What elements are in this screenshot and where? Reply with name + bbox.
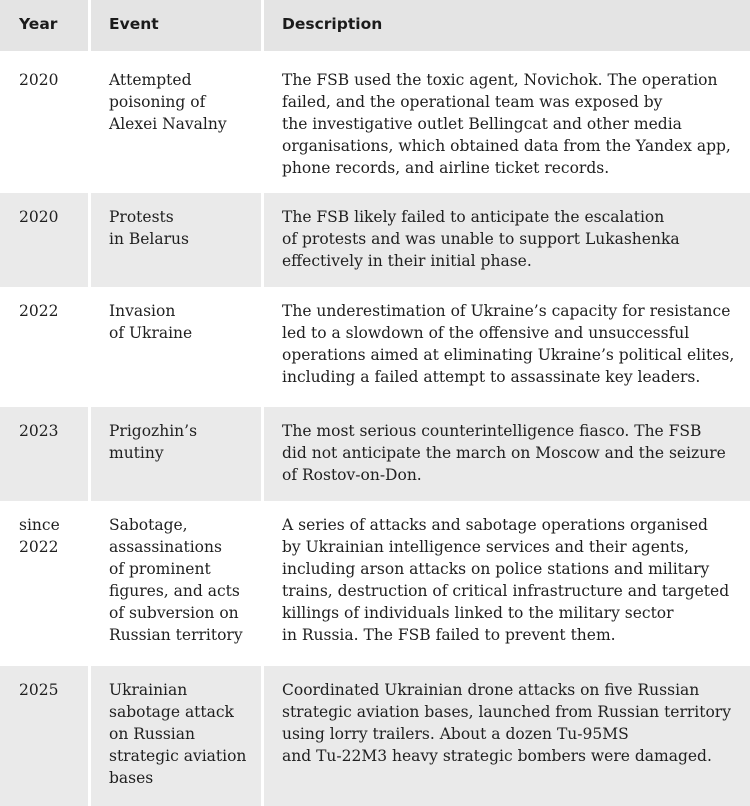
- description-text: trains, destruction of critical infrastructure and targeted: [282, 582, 730, 600]
- year-cell: [0, 501, 91, 666]
- description-text: in Russia. The FSB failed to prevent them.: [282, 626, 616, 644]
- year-text: 2023: [19, 422, 59, 440]
- table-header-row: [0, 0, 750, 51]
- year-text: 2022: [19, 302, 59, 320]
- year-cell: [0, 666, 91, 806]
- description-text: strategic aviation bases, launched from Russian territory: [282, 703, 731, 721]
- event-cell: [91, 407, 264, 501]
- description-text: did not anticipate the march on Moscow and the seizure: [282, 444, 726, 462]
- description-cell: [264, 193, 750, 287]
- year-text: 2022: [19, 538, 59, 556]
- description-text: The underestimation of Ukraine’s capacity for resistance: [282, 302, 731, 320]
- year-cell: [0, 287, 91, 407]
- event-text: of subversion on: [109, 604, 239, 622]
- event-text: Alexei Navalny: [109, 115, 227, 133]
- description-text: using lorry trailers. About a dozen Tu-95MS: [282, 725, 629, 743]
- table-row: [0, 666, 750, 806]
- description-text: effectively in their initial phase.: [282, 252, 532, 270]
- description-text: operations aimed at eliminating Ukraine’s political elites,: [282, 346, 735, 364]
- description-text: failed, and the operational team was exposed by: [282, 93, 663, 111]
- description-text: The FSB likely failed to anticipate the escalation: [282, 208, 665, 226]
- description-text: by Ukrainian intelligence services and their agents,: [282, 538, 689, 556]
- description-cell: [264, 287, 750, 407]
- event-text: on Russian: [109, 725, 195, 743]
- description-text: led to a slowdown of the offensive and unsuccessful: [282, 324, 690, 342]
- year-text: 2025: [19, 681, 59, 699]
- event-text: strategic aviation: [109, 747, 247, 765]
- description-text: of Rostov-on-Don.: [282, 466, 422, 484]
- event-text: bases: [109, 769, 154, 787]
- event-text: Sabotage,: [109, 516, 188, 534]
- event-text: Ukrainian: [109, 681, 188, 699]
- description-cell: [264, 407, 750, 501]
- description-cell: [264, 501, 750, 666]
- event-text: Invasion: [109, 302, 176, 320]
- description-cell: [264, 666, 750, 806]
- header-event: Event: [91, 0, 264, 51]
- event-cell: [91, 56, 264, 193]
- table-row: [0, 501, 750, 666]
- event-cell: [91, 501, 264, 666]
- year-text: 2020: [19, 208, 59, 226]
- description-text: The FSB used the toxic agent, Novichok. The operation: [282, 71, 718, 89]
- year-text: 2020: [19, 71, 59, 89]
- event-text: Attempted: [109, 71, 192, 89]
- description-text: Coordinated Ukrainian drone attacks on five Russian: [282, 681, 700, 699]
- event-cell: [91, 193, 264, 287]
- header-description: Description: [282, 15, 383, 33]
- description-text: the investigative outlet Bellingcat and other media: [282, 115, 682, 133]
- table-row: [0, 56, 750, 193]
- event-text: figures, and acts: [109, 582, 240, 600]
- description-text: phone records, and airline ticket records.: [282, 159, 610, 177]
- event-text: of prominent: [109, 560, 211, 578]
- event-text: poisoning of: [109, 93, 206, 111]
- event-text: Russian territory: [109, 626, 243, 644]
- description-text: of protests and was unable to support Lukashenka: [282, 230, 680, 248]
- year-text: since: [19, 516, 60, 534]
- description-cell: [264, 56, 750, 193]
- table-row: [0, 407, 750, 501]
- event-cell: [91, 666, 264, 806]
- description-text: organisations, which obtained data from the Yandex app,: [282, 137, 731, 155]
- description-text: The most serious counterintelligence fiasco. The FSB: [282, 422, 702, 440]
- event-text: mutiny: [109, 444, 164, 462]
- description-text: including a failed attempt to assassinate key leaders.: [282, 368, 701, 386]
- table-row: [0, 193, 750, 287]
- event-text: Prigozhin’s: [109, 422, 198, 440]
- year-cell: [0, 407, 91, 501]
- event-text: assassinations: [109, 538, 222, 556]
- year-cell: [0, 193, 91, 287]
- event-cell: [91, 287, 264, 407]
- table-row: [0, 287, 750, 407]
- description-text: and Tu-22M3 heavy strategic bombers were damaged.: [282, 747, 712, 765]
- year-cell: [0, 56, 91, 193]
- description-text: including arson attacks on police stations and military: [282, 560, 710, 578]
- description-text: killings of individuals linked to the military sector: [282, 604, 674, 622]
- header-year: Year: [0, 0, 91, 51]
- description-text: A series of attacks and sabotage operations organised: [282, 516, 708, 534]
- event-text: sabotage attack: [109, 703, 234, 721]
- event-text: in Belarus: [109, 230, 189, 248]
- event-text: Protests: [109, 208, 174, 226]
- event-text: of Ukraine: [109, 324, 193, 342]
